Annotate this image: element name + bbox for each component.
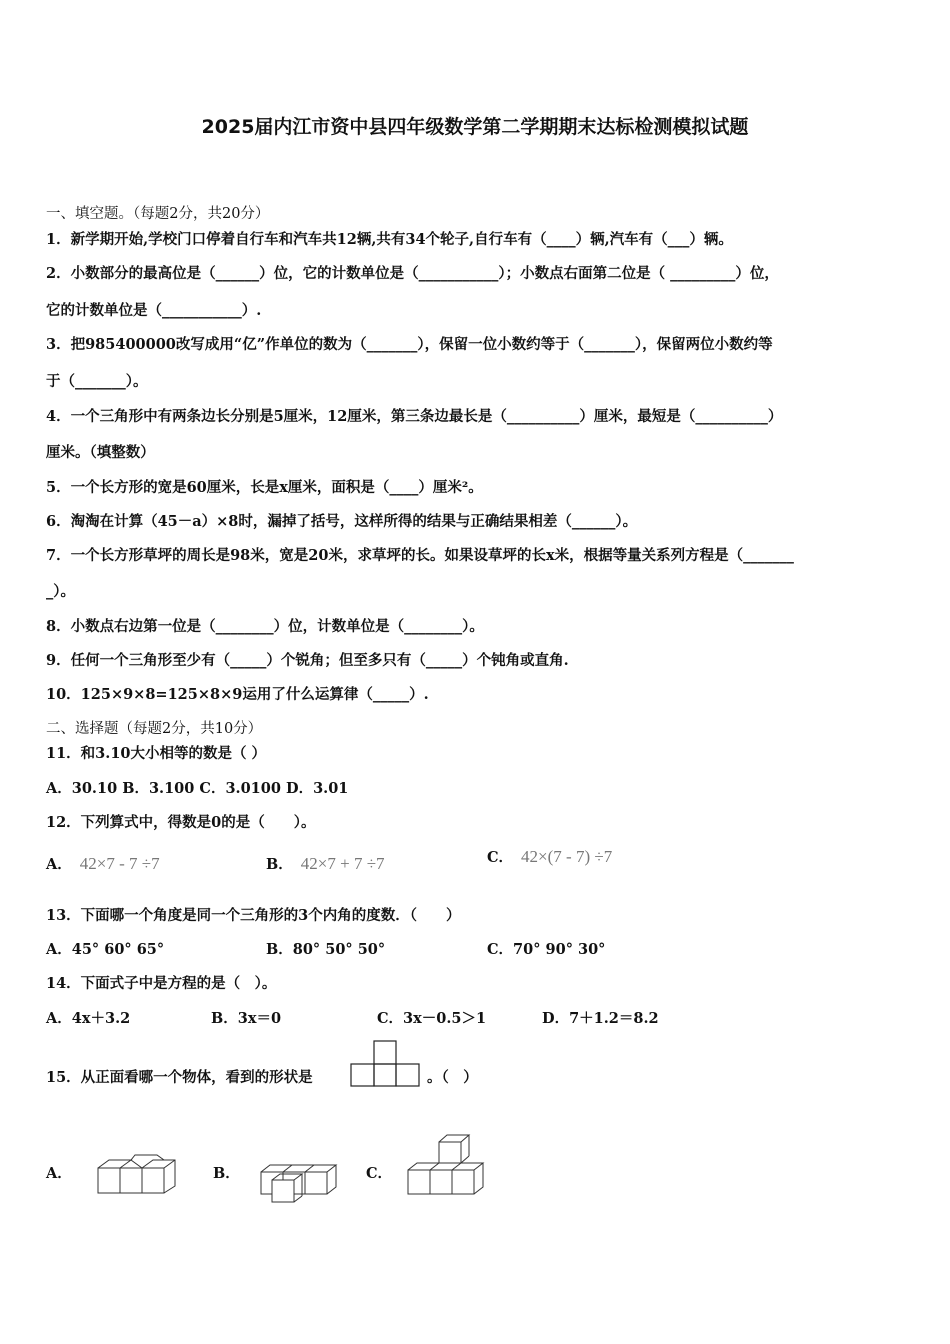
question-15-option-c-label: C． [366,1165,393,1182]
question-14-option-d: D．7＋1.2＝8.2 [542,1010,659,1027]
question-14-option-a: A．4x＋3.2 [46,1010,131,1027]
question-6: 6．淘淘在计算（45－a）×8时，漏掉了括号，这样所得的结果与正确结果相差（______）。 [46,513,638,530]
question-14-option-b: B．3x＝0 [211,1010,282,1027]
question-4-line-2: 厘米。（填整数） [46,444,155,461]
question-15-option-b-label: B． [213,1165,240,1182]
option-c-label: C． [487,849,514,866]
section-1-heading: 一、填空题。（每题2分，共20分） [46,206,270,222]
option-b-label: B． [266,856,293,873]
option-b-expression: 42×7 + 7 ÷7 [300,854,385,873]
option-c-cubes-figure [405,1132,489,1198]
question-12-option-c [487,846,612,867]
question-14: 14．下面式子中是方程的是（ ）。 [46,975,277,992]
question-2-line-2: 它的计数单位是（___________）. [46,302,262,319]
question-4-line-1: 4．一个三角形中有两条边长分别是5厘米，12厘米，第三条边最长是（__________）厘米，最短是（__________） [46,408,783,425]
question-12-option-a [46,853,160,874]
question-11-options: A．30.10 B．3.100 C．3.0100 D．3.01 [46,780,349,797]
option-a-cubes-figure [95,1150,177,1198]
question-12: 12．下列算式中，得数是0的是（ ）。 [46,814,316,831]
question-15-option-a-label: A． [46,1165,72,1182]
question-13-option-a: A．45° 60° 65° [46,941,165,958]
question-12-option-b [266,853,385,874]
section-2-heading: 二、选择题（每题2分，共10分） [46,721,263,737]
question-15-suffix: 。（ ） [427,1069,478,1086]
question-14-option-c: C．3x－0.5＞1 [377,1010,487,1027]
question-15-prompt: 15．从正面看哪一个物体，看到的形状是 [46,1069,313,1086]
question-3-line-2: 于（_______）。 [46,373,148,390]
option-c-expression: 42×(7 - 7) ÷7 [521,847,613,866]
question-2-line-1: 2．小数部分的最高位是（______）位，它的计数单位是（___________）；小数点右面第二位是（ _________）位， [46,265,779,282]
option-b-cubes-figure [258,1158,340,1204]
question-1: 1．新学期开始,学校门口停着自行车和汽车共12辆,共有34个轮子,自行车有（____）辆,汽车有（___）辆。 [46,231,733,248]
question-11: 11．和3.10大小相等的数是（ ） [46,745,267,762]
question-7-line-1: 7．一个长方形草坪的周长是98米，宽是20米，求草坪的长。如果设草坪的长x米，根据等量关系列方程是（_______ [46,547,794,564]
question-13: 13．下面哪一个角度是同一个三角形的3个内角的度数．（ ） [46,907,461,924]
page-title: 2025届内江市资中县四年级数学第二学期期末达标检测模拟试题 [201,116,749,138]
question-13-option-c: C．70° 90° 30° [487,941,606,958]
question-3-line-1: 3．把985400000改写成用“亿”作单位的数为（_______），保留一位小数约等于（_______），保留两位小数约等 [46,336,773,353]
question-10: 10．125×9×8=125×8×9运用了什么运算律（_____）. [46,686,429,703]
question-9: 9．任何一个三角形至少有（_____）个锐角；但至多只有（_____）个钝角或直角. [46,652,569,669]
question-13-option-b: B．80° 50° 50° [266,941,386,958]
question-7-line-2: _）。 [46,583,75,600]
option-a-label: A． [46,856,72,873]
front-view-shape-figure [350,1040,422,1088]
question-5: 5．一个长方形的宽是60厘米，长是x厘米，面积是（____）厘米²。 [46,479,483,496]
question-8: 8．小数点右边第一位是（________）位，计数单位是（________）。 [46,618,484,635]
option-a-expression: 42×7 - 7 ÷7 [79,854,160,873]
